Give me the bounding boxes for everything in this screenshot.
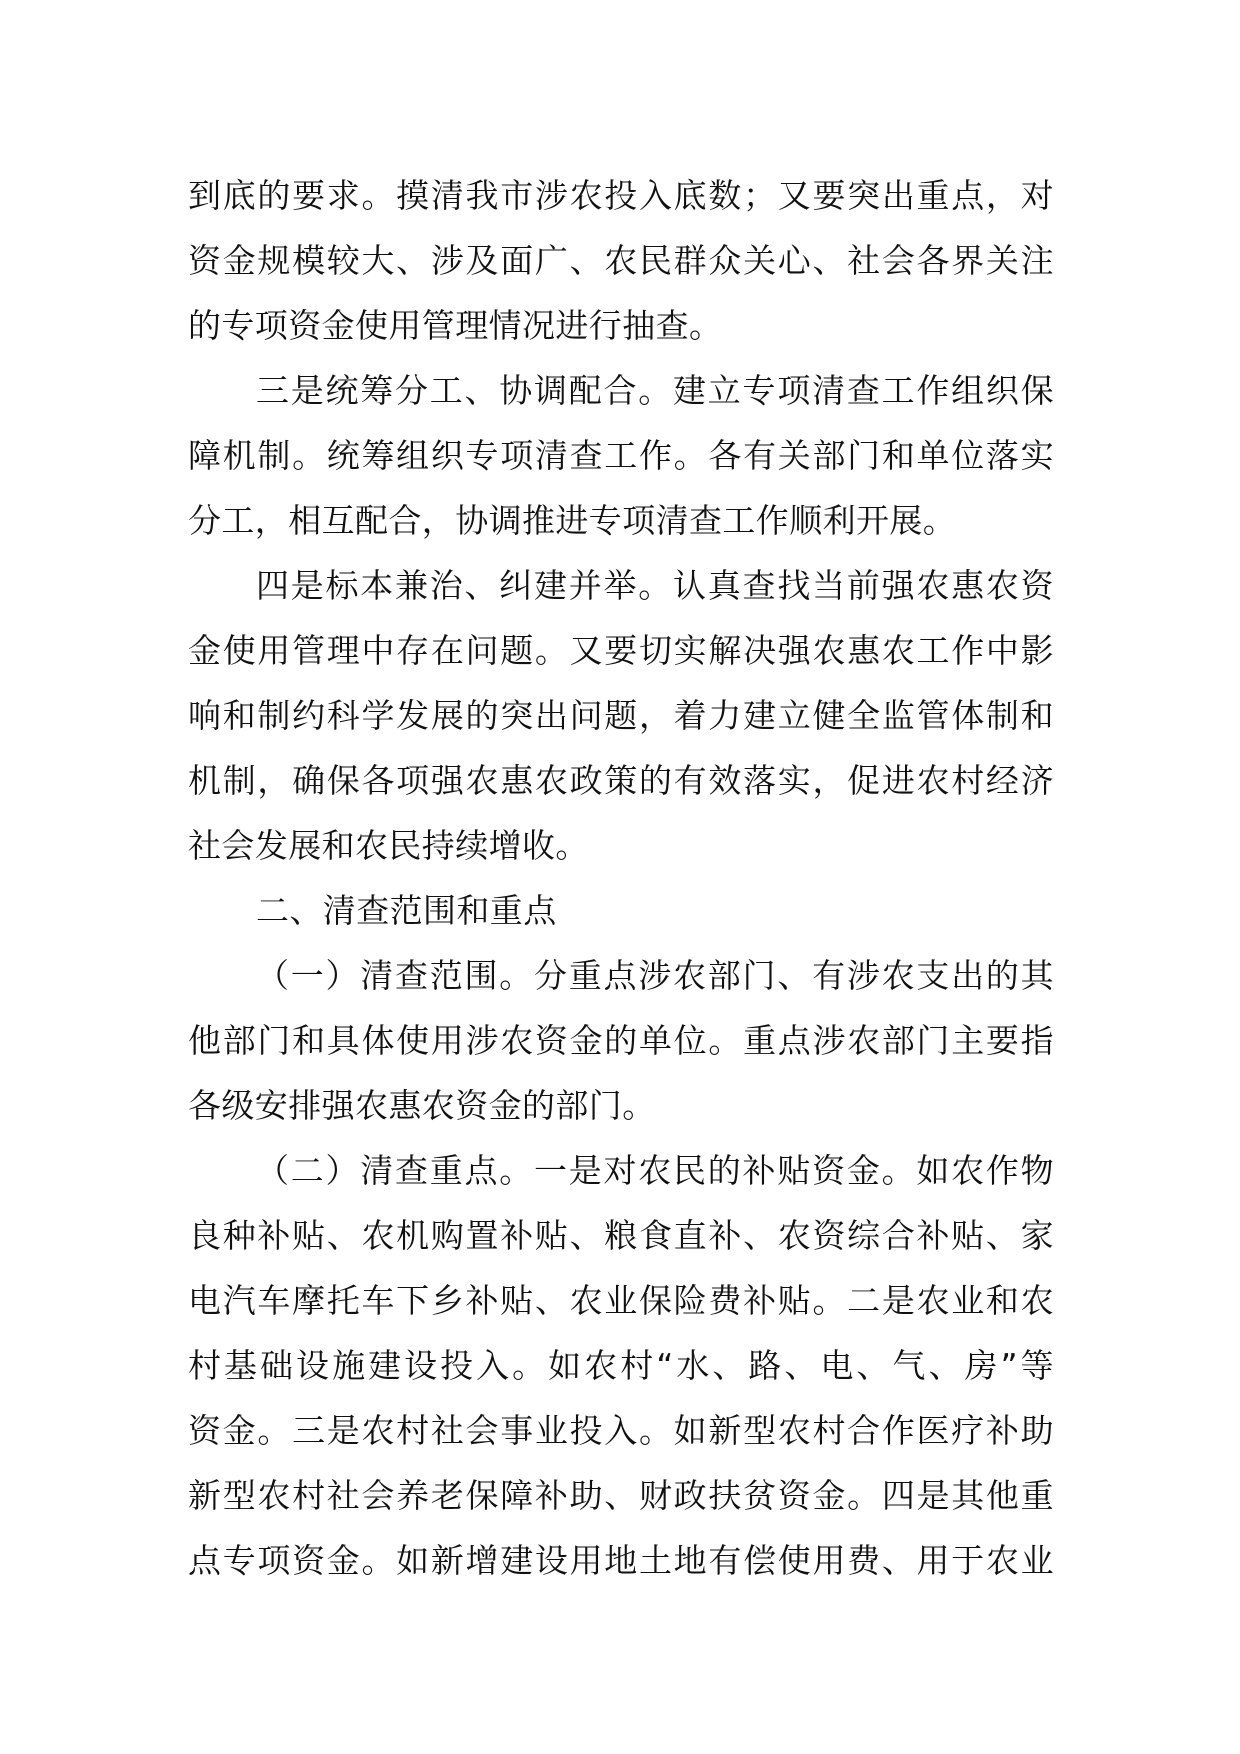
text-line: 二、清查范围和重点 [256,891,557,930]
text-line: 响和制约科学发展的突出问题，着力建立健全监管体制和 [188,696,1054,735]
text-line: 他部门和具体使用涉农资金的单位。重点涉农部门主要指 [188,1021,1054,1060]
text-line: 三是统筹分工、协调配合。建立专项清查工作组织保 [256,371,1054,410]
text-line: 点专项资金。如新增建设用地土地有偿使用费、用于农业 [188,1541,1054,1580]
text-line: 的专项资金使用管理情况进行抽查。 [188,306,723,345]
text-line: 良种补贴、农机购置补贴、粮食直补、农资综合补贴、家 [188,1216,1054,1255]
text-line: 机制，确保各项强农惠农政策的有效落实，促进农村经济 [188,761,1054,800]
text-line: （一）清查范围。分重点涉农部门、有涉农支出的其 [256,956,1054,995]
document-body [188,163,1054,1593]
text-line: 村基础设施建设投入。如农村“水、路、电、气、房”等 [188,1346,1054,1385]
text-line: 社会发展和农民持续增收。 [188,826,589,865]
text-line: 四是标本兼治、纠建并举。认真查找当前强农惠农资 [256,566,1054,605]
text-line: 资金规模较大、涉及面广、农民群众关心、社会各界关注 [188,241,1054,280]
text-line: 资金。三是农村社会事业投入。如新型农村合作医疗补助 [188,1411,1054,1450]
text-line: 到底的要求。摸清我市涉农投入底数；又要突出重点，对 [188,176,1054,215]
text-line: 新型农村社会养老保障补助、财政扶贫资金。四是其他重 [188,1476,1054,1515]
text-line: 电汽车摩托车下乡补贴、农业保险费补贴。二是农业和农 [188,1281,1054,1320]
text-line: （二）清查重点。一是对农民的补贴资金。如农作物 [256,1151,1054,1190]
text-line: 障机制。统筹组织专项清查工作。各有关部门和单位落实 [188,436,1054,475]
text-line: 各级安排强农惠农资金的部门。 [188,1086,656,1125]
text-line: 金使用管理中存在问题。又要切实解决强农惠农工作中影 [188,631,1054,670]
text-line: 分工，相互配合，协调推进专项清查工作顺利开展。 [188,501,957,540]
